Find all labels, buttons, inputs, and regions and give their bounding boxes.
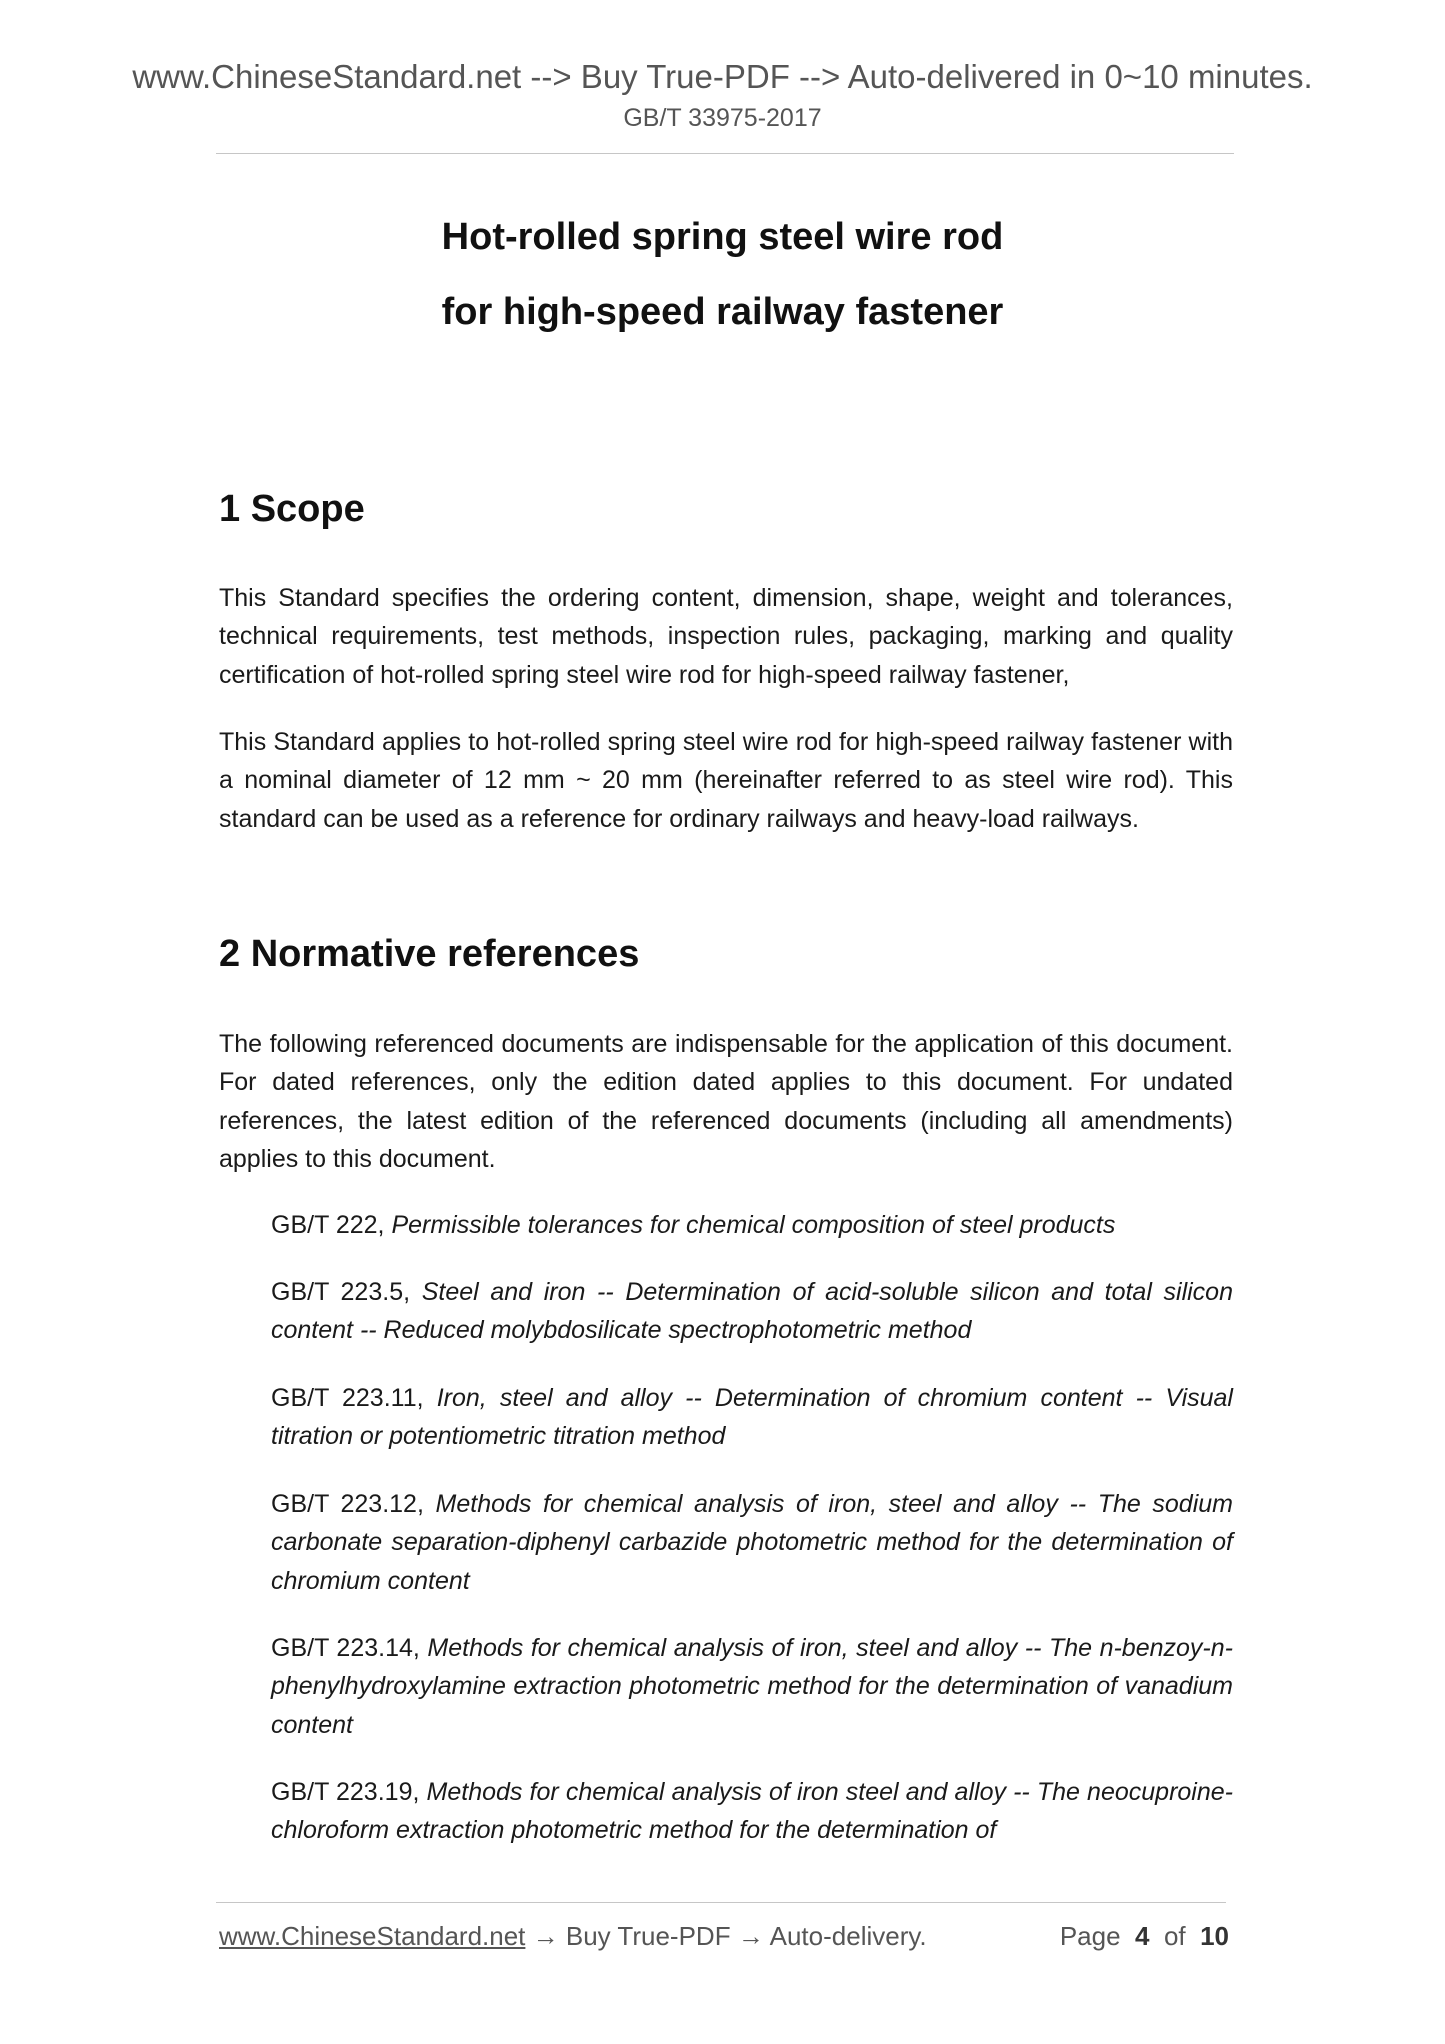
reference-item (271, 1379, 1233, 1456)
arrow-right-icon: → (532, 1921, 559, 1951)
section-heading-scope: 1 Scope (219, 488, 365, 530)
section-heading-normative-references: 2 Normative references (219, 933, 640, 975)
document-title-line1: Hot-rolled spring steel wire rod (441, 216, 1004, 258)
reference-title: Iron, steel and alloy -- Determination of chromium content -- Visual titration or potentiometric titration method (271, 1384, 1233, 1451)
header-divider (216, 153, 1234, 154)
page-label: Page (1059, 1921, 1121, 1951)
reference-code: GB/T 223.14, (271, 1634, 420, 1662)
reference-item (271, 1485, 1233, 1600)
footer-divider (216, 1902, 1226, 1903)
page-of: of (1163, 1921, 1186, 1951)
footer-delivery-text: Auto-delivery. (769, 1921, 927, 1951)
reference-title: Methods for chemical analysis of iron steel and alloy -- The neocuproine-chloroform extraction photometric method for the determination of (271, 1778, 1233, 1845)
normative-references-intro: The following referenced documents are indispensable for the application of this document. For dated references, only the edition dated applies to this document. For undated references, the latest edition of the referenced documents (including all amendments) applies to this document. (219, 1030, 1233, 1174)
reference-code: GB/T 223.12, (271, 1490, 424, 1518)
header-banner[interactable]: www.ChineseStandard.net --> Buy True-PDF --> Auto-delivered in 0~10 minutes. (132, 58, 1313, 95)
reference-item (271, 1773, 1233, 1850)
reference-title: Permissible tolerances for chemical composition of steel products (391, 1211, 1116, 1239)
footer-buy-link[interactable]: Buy True-PDF (565, 1921, 731, 1951)
header-standard-number: GB/T 33975-2017 (623, 104, 822, 132)
reference-code: GB/T 223.19, (271, 1778, 420, 1806)
reference-item (271, 1206, 1233, 1244)
footer-promo (219, 1921, 927, 1952)
reference-item (271, 1273, 1233, 1350)
page-total: 10 (1200, 1921, 1229, 1951)
document-title-line2: for high-speed railway fastener (441, 291, 1004, 333)
reference-title: Steel and iron -- Determination of acid-soluble silicon and total silicon content -- Reduced molybdosilicate spectrophotometric method (271, 1278, 1233, 1345)
page-footer (219, 1921, 1229, 1955)
scope-paragraph-2: This Standard applies to hot-rolled spring steel wire rod for high-speed railway fastener with a nominal diameter of 12 mm ~ 20 mm (hereinafter referred to as steel wire rod). This standard can be used as a reference for ordinary railways and heavy-load railways. (219, 728, 1233, 833)
page-current: 4 (1135, 1921, 1150, 1951)
reference-title: Methods for chemical analysis of iron, steel and alloy -- The sodium carbonate separation-diphenyl carbazide photometric method for the determination of chromium content (271, 1490, 1233, 1595)
reference-code: GB/T 223.11, (271, 1384, 424, 1412)
page-number (1060, 1921, 1229, 1952)
reference-code: GB/T 223.5, (271, 1278, 411, 1306)
scope-paragraph-1: This Standard specifies the ordering content, dimension, shape, weight and tolerances, technical requirements, test methods, inspection rules, packaging, marking and quality certification of hot-rolled spring steel wire rod for high-speed railway fastener, (219, 584, 1233, 689)
reference-item (271, 1629, 1233, 1744)
reference-code: GB/T 222, (271, 1211, 385, 1239)
reference-title: Methods for chemical analysis of iron, steel and alloy -- The n-benzoy-n-phenylhydroxylamine extraction photometric method for the determination of vanadium content (271, 1634, 1233, 1739)
footer-site-link[interactable]: www.ChineseStandard.net (219, 1921, 526, 1951)
arrow-right-icon: → (737, 1921, 764, 1951)
